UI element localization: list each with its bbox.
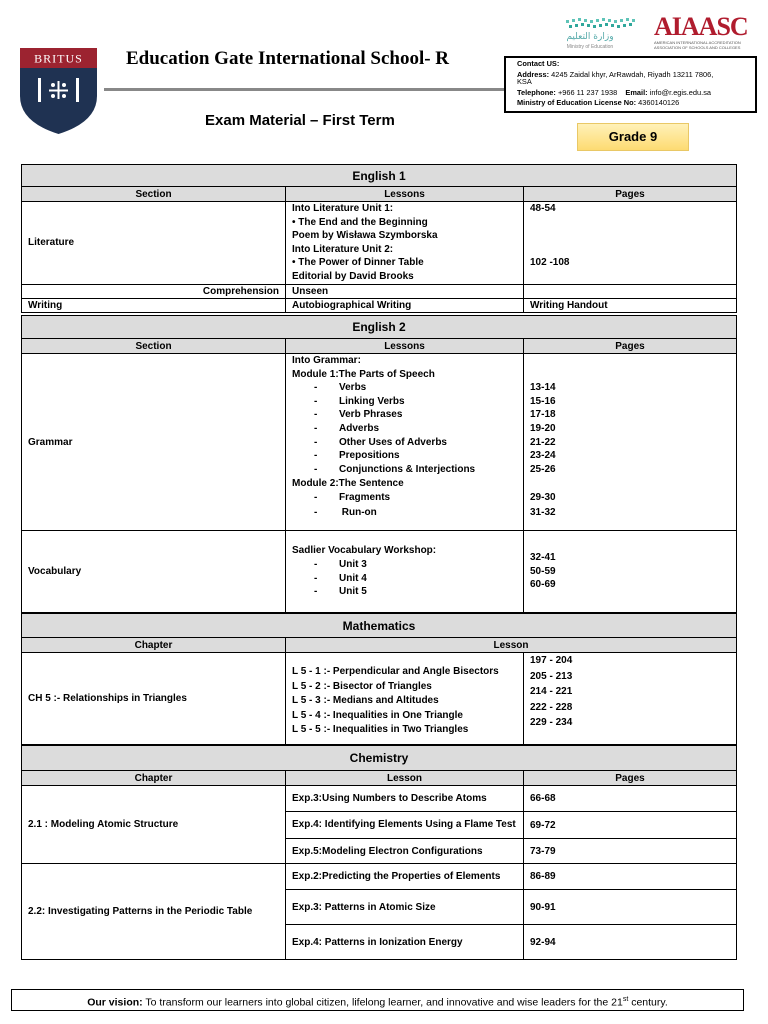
vocabulary-page: 32-41 xyxy=(530,552,556,564)
english2-header-pages: Pages xyxy=(524,339,737,354)
mathematics-lesson: L 5 - 3 :- Medians and Altitudes xyxy=(292,695,439,707)
chemistry-chapter: 2.2: Investigating Patterns in the Periodic Table xyxy=(22,864,286,960)
mathematics-header-chapter: Chapter xyxy=(22,638,286,653)
grammar-page: 23-24 xyxy=(530,450,556,462)
vocabulary-item: - Unit 3 xyxy=(314,558,367,570)
comprehension-section: Comprehension xyxy=(22,284,286,298)
chemistry-pages: 66-68 xyxy=(524,786,737,812)
english1-header-pages: Pages xyxy=(524,187,737,202)
literature-lesson: Editorial by David Brooks xyxy=(292,270,414,282)
literature-page: 48-54 xyxy=(530,203,556,214)
english1-header-lessons: Lessons xyxy=(286,187,524,202)
grammar-item: - Adverbs xyxy=(314,422,380,434)
grammar-page: 15-16 xyxy=(530,395,556,407)
english1-table xyxy=(21,164,737,313)
email-value[interactable]: info@r.egis.edu.sa xyxy=(649,87,711,97)
contact-box xyxy=(504,56,757,113)
english1-title: English 1 xyxy=(22,165,737,187)
ministry-logo xyxy=(540,16,640,50)
vision-statement xyxy=(11,989,744,1011)
grammar-item: - Verb Phrases xyxy=(314,409,403,421)
email-label: Email: xyxy=(625,87,648,97)
writing-section: Writing xyxy=(22,298,286,312)
english1-header-section: Section xyxy=(22,187,286,202)
grammar-item: - Conjunctions & Interjections xyxy=(314,463,476,475)
literature-section: Literature xyxy=(22,202,286,285)
chemistry-lesson: Exp.4: Patterns in Ionization Energy xyxy=(286,925,524,960)
accreditation-logo xyxy=(654,14,750,54)
english2-title: English 2 xyxy=(22,316,737,339)
grammar-lessons xyxy=(286,354,524,531)
literature-pages xyxy=(524,202,737,285)
vision-text: To transform our learners into global citizen, lifelong learner, and innovative and wise leaders for the 21 xyxy=(145,996,623,1009)
english2-header-section: Section xyxy=(22,339,286,354)
literature-lesson: • The End and the Beginning xyxy=(292,216,428,228)
vocabulary-page: 50-59 xyxy=(530,565,556,577)
accreditation-logo-text: AIAASC xyxy=(654,12,748,41)
english2-header-lessons: Lessons xyxy=(286,339,524,354)
chemistry-lesson: Exp.4: Identifying Elements Using a Flame Test xyxy=(286,812,524,839)
literature-lesson: Poem by Wisława Szymborska xyxy=(292,230,438,242)
chemistry-header-pages: Pages xyxy=(524,771,737,786)
license-value: 4360140126 xyxy=(638,98,680,107)
address-value: 4245 Zaidal khyr, ArRawdah, Riyadh 13211 7806, xyxy=(551,69,714,79)
grammar-intro: Into Grammar: xyxy=(292,355,361,366)
grammar-module2: Module 2:The Sentence xyxy=(292,478,404,490)
english2-table xyxy=(21,315,737,613)
vocabulary-item: - Unit 5 xyxy=(314,586,367,598)
school-logo xyxy=(20,48,97,134)
literature-lesson: • The Power of Dinner Table xyxy=(292,257,424,269)
mathematics-page: 205 - 213 xyxy=(530,670,573,682)
ministry-logo-subtext: Ministry of Education xyxy=(566,44,614,50)
chemistry-pages: 73-79 xyxy=(524,839,737,864)
grammar-page: 13-14 xyxy=(530,382,556,394)
ministry-logo-text: وزارة التعليم xyxy=(566,32,614,42)
vocabulary-section: Vocabulary xyxy=(22,531,286,613)
grammar-page: 17-18 xyxy=(530,409,556,421)
grammar-module1: Module 1:The Parts of Speech xyxy=(292,368,435,380)
chemistry-chapter: 2.1 : Modeling Atomic Structure xyxy=(22,786,286,864)
mathematics-page: 222 - 228 xyxy=(530,701,573,713)
chemistry-pages: 86-89 xyxy=(524,864,737,890)
chemistry-lesson: Exp.3:Using Numbers to Describe Atoms xyxy=(286,786,524,812)
grammar-page: 31-32 xyxy=(530,506,556,518)
comprehension-pages xyxy=(524,284,737,298)
grammar-item: - Fragments xyxy=(314,491,391,503)
chemistry-lesson: Exp.2:Predicting the Properties of Elements xyxy=(286,864,524,890)
mathematics-page: 197 - 204 xyxy=(530,655,573,666)
exam-title: Exam Material – First Term xyxy=(205,112,395,129)
mathematics-page: 229 - 234 xyxy=(530,717,573,728)
address-label: Address: xyxy=(517,69,550,79)
vocabulary-pages xyxy=(524,531,737,613)
writing-lesson: Autobiographical Writing xyxy=(286,298,524,312)
mathematics-lesson: L 5 - 4 :- Inequalities in One Triangle xyxy=(292,709,463,721)
grammar-page: 25-26 xyxy=(530,463,556,475)
mathematics-chapter: CH 5 :- Relationships in Triangles xyxy=(22,653,286,745)
mathematics-lessons xyxy=(286,653,524,745)
vocabulary-lessons xyxy=(286,531,524,613)
mathematics-lesson: L 5 - 2 :- Bisector of Triangles xyxy=(292,680,432,692)
mathematics-page: 214 - 221 xyxy=(530,686,573,697)
telephone-value: +966 11 237 1938 xyxy=(557,87,618,97)
logo-text: BRITUS xyxy=(34,51,83,66)
school-name: Education Gate International School- R xyxy=(126,48,450,69)
title-divider xyxy=(104,88,504,91)
contact-title: Contact US: xyxy=(517,59,560,68)
grammar-item: - Linking Verbs xyxy=(314,395,405,407)
grammar-section: Grammar xyxy=(22,354,286,531)
comprehension-lesson: Unseen xyxy=(286,284,524,298)
chemistry-header-lesson: Lesson xyxy=(286,771,524,786)
mathematics-title: Mathematics xyxy=(22,614,737,638)
vocabulary-title: Sadlier Vocabulary Workshop: xyxy=(292,545,437,557)
grade-badge: Grade 9 xyxy=(577,123,689,151)
vocabulary-page: 60-69 xyxy=(530,579,556,591)
grammar-page: 19-20 xyxy=(530,422,556,434)
chemistry-title: Chemistry xyxy=(22,746,737,771)
chemistry-pages: 92-94 xyxy=(524,925,737,960)
address-value-cont: KSA xyxy=(517,77,532,86)
accreditation-logo-subtext-1: AMERICAN INTERNATIONAL ACCREDITATION xyxy=(654,40,741,45)
vision-label: Our vision: xyxy=(87,996,143,1009)
literature-lessons xyxy=(286,202,524,285)
chemistry-pages: 69-72 xyxy=(524,812,737,839)
grammar-item: - Run-on xyxy=(314,506,377,518)
mathematics-table xyxy=(21,613,737,745)
mathematics-header-lesson: Lesson xyxy=(286,638,737,653)
vision-end: century. xyxy=(631,996,668,1009)
grammar-page: 29-30 xyxy=(530,491,556,503)
literature-lesson: Into Literature Unit 1: xyxy=(292,203,394,214)
chemistry-table xyxy=(21,745,737,960)
grammar-pages xyxy=(524,354,737,531)
chemistry-lesson: Exp.5:Modeling Electron Configurations xyxy=(286,839,524,864)
mathematics-pages xyxy=(524,653,737,745)
literature-lesson: Into Literature Unit 2: xyxy=(292,243,394,255)
accreditation-logo-subtext-2: ASSOCIATION OF SCHOOLS AND COLLEGES xyxy=(654,45,741,50)
mathematics-lesson: L 5 - 1 :- Perpendicular and Angle Bisectors xyxy=(292,666,499,678)
mathematics-lesson: L 5 - 5 :- Inequalities in Two Triangles xyxy=(292,724,469,736)
chemistry-pages: 90-91 xyxy=(524,890,737,925)
grammar-item: - Verbs xyxy=(314,382,367,394)
literature-page: 102 -108 xyxy=(530,257,570,269)
vision-superscript: st xyxy=(622,996,629,1003)
chemistry-header-chapter: Chapter xyxy=(22,771,286,786)
chemistry-lesson: Exp.3: Patterns in Atomic Size xyxy=(286,890,524,925)
vocabulary-item: - Unit 4 xyxy=(314,572,367,584)
license-label: Ministry of Education License No: xyxy=(517,98,637,107)
grammar-item: - Prepositions xyxy=(314,450,400,462)
writing-pages: Writing Handout xyxy=(524,298,737,312)
grammar-item: - Other Uses of Adverbs xyxy=(314,436,447,448)
telephone-label: Telephone: xyxy=(517,87,556,97)
grammar-page: 21-22 xyxy=(530,436,556,448)
